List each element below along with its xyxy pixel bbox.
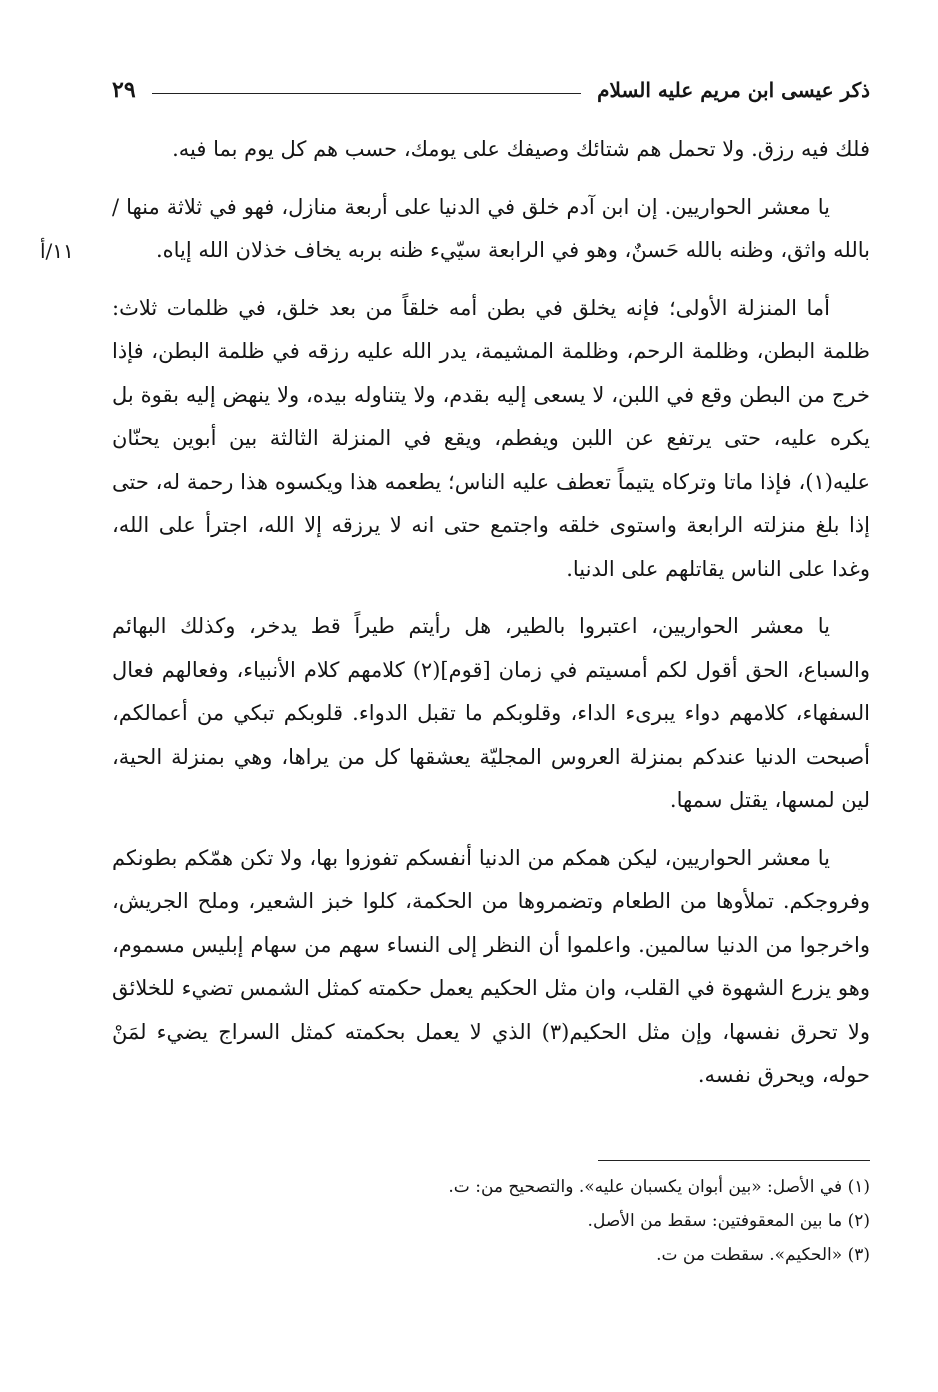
running-title: ذكر عيسى ابن مريم عليه السلام bbox=[597, 78, 870, 102]
footnotes bbox=[300, 1170, 870, 1272]
paragraph-first-stage: أما المنزلة الأولى؛ فإنه يخلق في بطن أمه خلقاً من بعد خلق، في ظلمات ثلاث: ظلمة البطن، وظلمة الرحم، وظلمة المشيمة، يدر الله عليه رزقه في ظلمة البطن، فإذا خرج من البطن وقع في اللبن، لا يسعى إليه بقدم، ولا يتناوله بيده، ولا ينهض إليه بقوة بل يكره عليه، حتى يرتفع عن اللبن ويفطم، ويقع في المنزلة الثالثة بين أبوين يحنّان عليه(١)، فإذا ماتا وتركاه يتيماً تعطف عليه الناس؛ يطعمه هذا ويكسوه هذا رحمة له، حتى إذا بلغ منزلته الرابعة واستوى خلقه واجتمع حتى انه لا يرزقه إلا الله، اجترأ على الله، وغدا على الناس يقاتلهم على الدنيا. bbox=[112, 295, 870, 581]
paragraph-stages-intro: يا معشر الحواريين. إن ابن آدم خلق في الدنيا على أربعة منازل، فهو في ثلاثة منها / بالله واثق، وظنه بالله حَسنٌ، وهو في الرابعة سيّيء ظنه بربه يخاف خذلان الله إياه. bbox=[112, 194, 870, 262]
footnote-separator bbox=[598, 1160, 870, 1161]
paragraph-continuation: فلك فيه رزق. ولا تحمل هم شتائك وصيفك على يومك، حسب هم كل يوم بما فيه. bbox=[172, 137, 870, 161]
footnote-3: (٣) «الحكيم». سقطت من ت. bbox=[656, 1245, 870, 1265]
manuscript-folio-marker: ١١/أ bbox=[40, 239, 74, 263]
footnote-1: (١) في الأصل: «بين أبوان يكسبان عليه». والتصحيح من: ت. bbox=[448, 1177, 870, 1197]
paragraph-wisdom: يا معشر الحواريين، ليكن همكم من الدنيا أنفسكم تفوزوا بها، ولا تكن همّكم بطونكم وفروجكم. تملأوها من الطعام وتضمروها من الحكمة، كلوا خبز الشعير، وملح الجريش، واخرجوا من الدنيا سالمين. واعلموا أن النظر إلى النساء سهم من سهام إبليس مسموم، وهو يزرع الشهوة في القلب، وان مثل الحكيم يعمل حكمته كمثل الشمس تضيء للخلائق ولا تحرق نفسها، وإن مثل الحكيم(٣) الذي لا يعمل بحكمته كمثل السراج يضيء لمَنْ حوله، ويحرق نفسه. bbox=[112, 845, 870, 1087]
main-text bbox=[112, 128, 870, 1112]
page-header bbox=[112, 70, 870, 110]
header-rule bbox=[152, 93, 582, 94]
footnote-2: (٢) ما بين المعقوفتين: سقط من الأصل. bbox=[587, 1211, 870, 1231]
paragraph-birds-lesson: يا معشر الحواريين، اعتبروا بالطير، هل رأيتم طيراً قط يدخر، وكذلك البهائم والسباع، الحق أقول لكم أمسيتم في زمان [قوم](٢) كلامهم كلام الأنبياء، وفعالهم فعال السفهاء، كلامهم دواء يبرىء الداء، وقلوبكم ما تقبل الدواء. قلوبكم تبكي من أعمالكم، أصبحت الدنيا عندكم بمنزلة العروس المجليّة يعشقها كل من يراها، وهي بمنزلة الحية، لين لمسها، يقتل سمها. bbox=[112, 614, 870, 812]
page-number: ٢٩ bbox=[112, 77, 136, 103]
